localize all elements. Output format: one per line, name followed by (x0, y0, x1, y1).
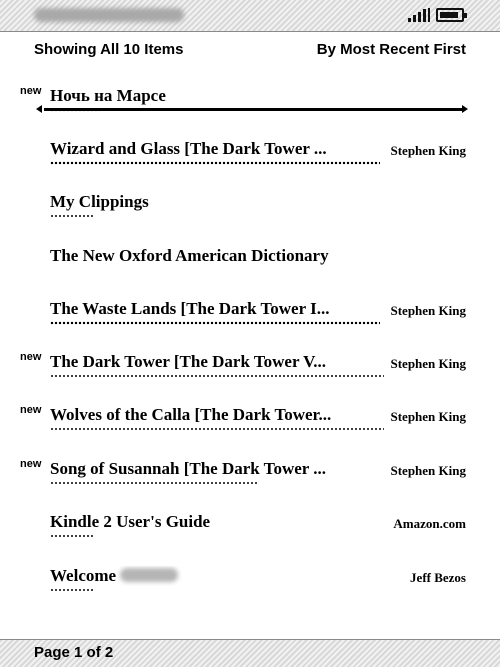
list-item[interactable] (0, 405, 500, 455)
item-author: Stephen King (390, 409, 466, 424)
reading-progress-dots (50, 374, 384, 378)
list-item[interactable] (0, 192, 500, 242)
item-author: Stephen King (390, 356, 466, 371)
sort-order-menu[interactable]: By Most Recent First (316, 41, 466, 58)
battery-fill (440, 12, 458, 18)
wireless-signal-icon (408, 8, 432, 22)
reading-progress-dots (50, 214, 95, 218)
reading-progress-dots (50, 108, 100, 112)
new-badge: new (20, 85, 42, 97)
status-bar (0, 0, 500, 32)
item-author: Jeff Bezos (410, 570, 466, 585)
reading-progress-dots (50, 534, 95, 538)
item-title[interactable]: The Waste Lands [The Dark Tower I... (50, 299, 330, 318)
item-title[interactable]: My Clippings (50, 192, 149, 211)
footer-bar (0, 639, 500, 667)
list-item[interactable] (0, 299, 500, 349)
list-item[interactable] (0, 352, 500, 402)
showing-filter-menu[interactable]: Showing All 10 Items (34, 41, 184, 58)
item-author: Stephen King (390, 303, 466, 318)
item-title[interactable]: The New Oxford American Dictionary (50, 246, 329, 265)
battery-icon (436, 8, 464, 22)
redacted-username (120, 568, 178, 582)
welcome-title-text: Welcome (50, 566, 117, 585)
list-header (0, 40, 500, 62)
reading-progress-dots (50, 321, 380, 325)
new-badge: new (20, 404, 42, 416)
reading-progress-dots (50, 481, 257, 485)
item-title[interactable]: Song of Susannah [The Dark Tower ... (50, 459, 327, 478)
reading-progress-dots (50, 588, 95, 592)
list-item[interactable] (0, 139, 500, 189)
list-item[interactable] (0, 459, 500, 509)
reading-progress-dots (50, 427, 384, 431)
item-title[interactable]: Ночь на Марсе (50, 86, 166, 105)
item-author: Stephen King (390, 463, 466, 478)
new-badge: new (20, 458, 42, 470)
list-item[interactable] (0, 512, 500, 562)
item-title[interactable]: The Dark Tower [The Dark Tower V... (50, 352, 326, 371)
item-title[interactable]: Kindle 2 User's Guide (50, 512, 211, 531)
list-item[interactable] (0, 86, 500, 136)
device-name (34, 8, 184, 22)
item-title[interactable]: Wizard and Glass [The Dark Tower ... (50, 139, 327, 158)
reading-progress-dots (50, 161, 380, 165)
item-title[interactable]: Wolves of the Calla [The Dark Tower... (50, 405, 332, 424)
item-author: Stephen King (390, 143, 466, 158)
list-item[interactable] (0, 246, 500, 296)
page-indicator: Page 1 of 2 (34, 644, 114, 661)
item-author: Amazon.com (393, 516, 466, 531)
list-item[interactable] (0, 566, 500, 616)
new-badge: new (20, 351, 42, 363)
item-title[interactable] (50, 566, 370, 586)
